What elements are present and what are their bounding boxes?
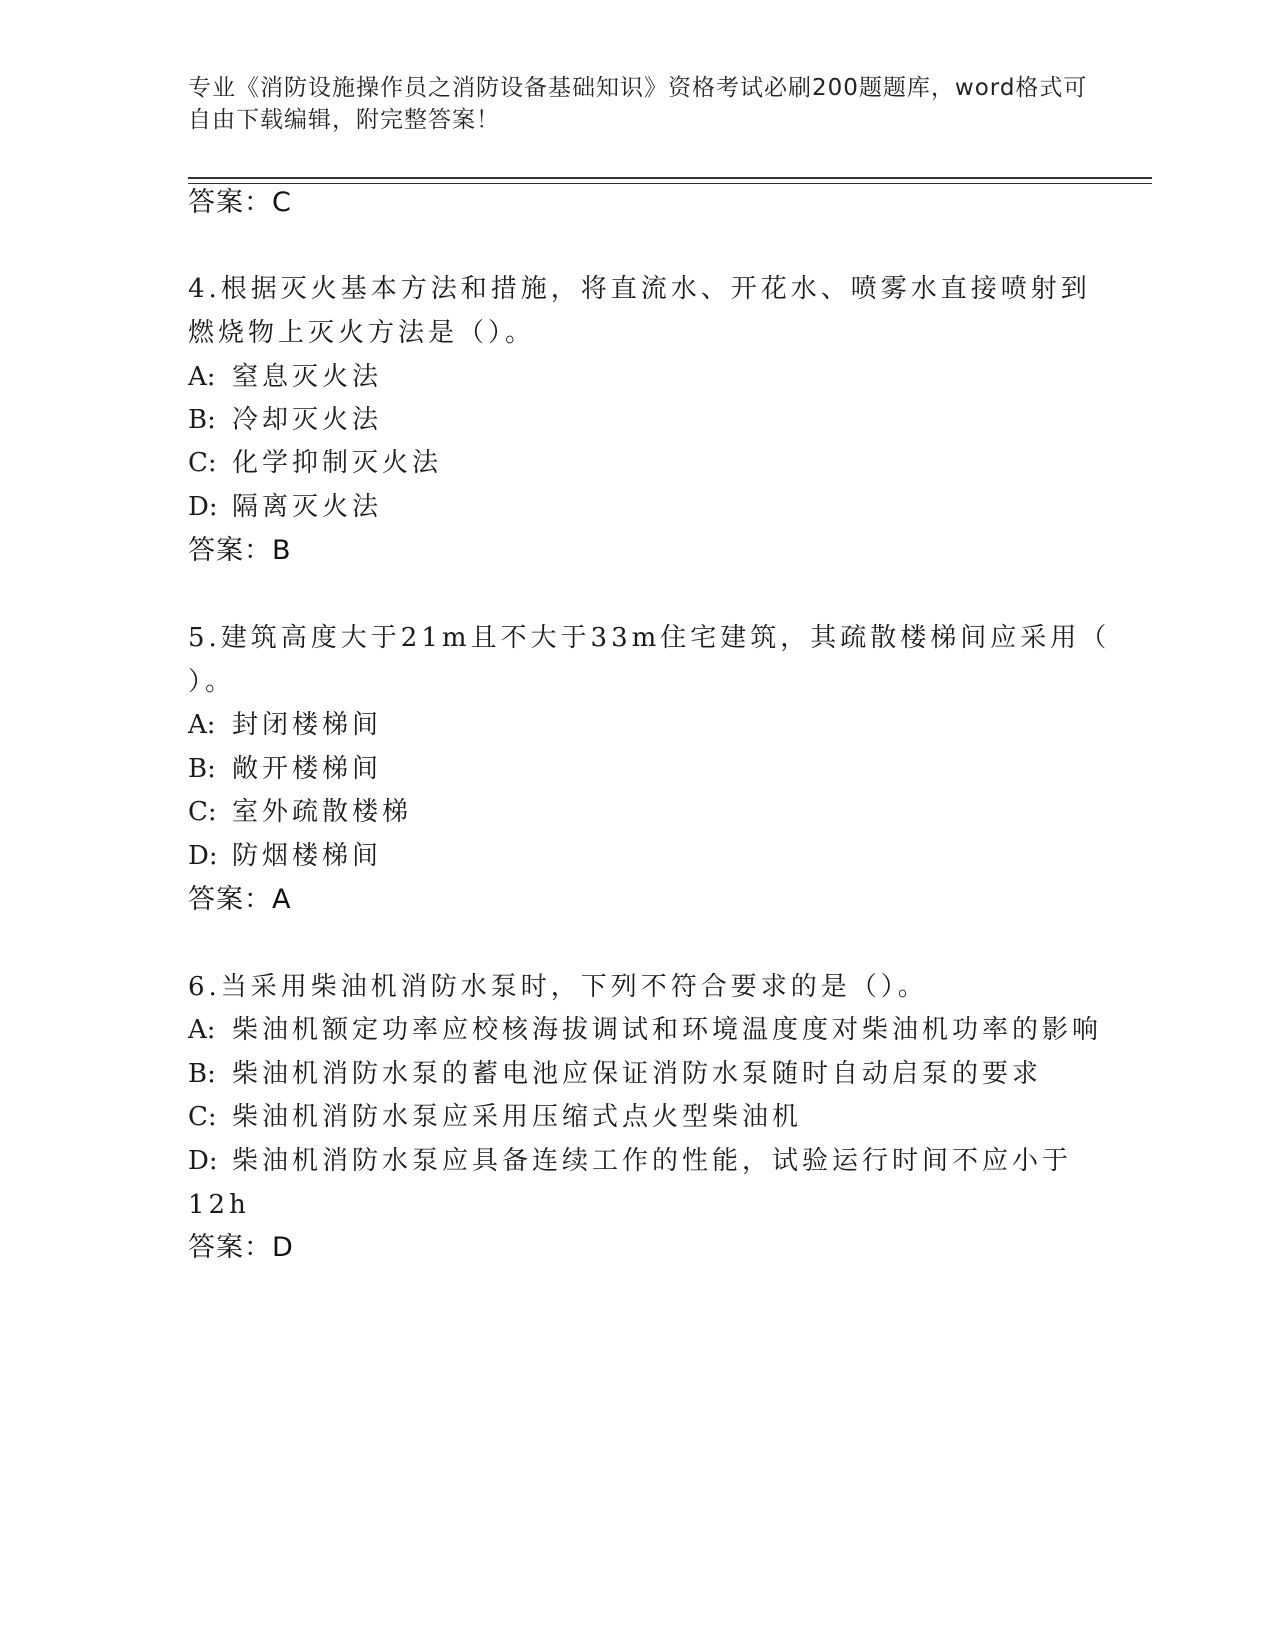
question-5-option-d xyxy=(188,839,382,873)
question-5-option-b xyxy=(188,752,382,786)
question-5-option-c xyxy=(188,795,412,829)
question-4-answer: 答案：B xyxy=(188,535,292,566)
question-5-stem-line-2: ）。 xyxy=(188,667,236,697)
option-text: 防烟楼梯间 xyxy=(232,841,383,871)
question-5-option-a xyxy=(188,708,382,742)
answer-previous: 答案：C xyxy=(188,187,292,218)
question-5-stem-line-1: 5.建筑高度大于21m且不大于33m住宅建筑，其疏散楼梯间应采用（ xyxy=(188,623,1111,653)
question-6-option-b xyxy=(188,1057,1042,1091)
option-key: C: xyxy=(188,1102,217,1132)
option-key: B: xyxy=(188,754,216,784)
option-key: D: xyxy=(188,492,218,522)
option-text: 敞开楼梯间 xyxy=(232,754,383,784)
option-text: 柴油机额定功率应校核海拔调试和环境温度度对柴油机功率的影响 xyxy=(232,1015,1103,1045)
option-key: C: xyxy=(188,448,217,478)
question-4-option-c xyxy=(188,446,442,480)
document-header: 专业《消防设施操作员之消防设备基础知识》资格考试必刷200题题库，word格式可自由下载编辑，附完整答案！ xyxy=(188,75,1088,133)
question-6-option-c xyxy=(188,1100,802,1134)
question-5-answer: 答案：A xyxy=(188,884,292,915)
question-6-option-d xyxy=(188,1144,1072,1178)
option-key: A: xyxy=(188,710,216,740)
question-4-stem-line-1: 4.根据灭火基本方法和措施，将直流水、开花水、喷雾水直接喷射到 xyxy=(188,274,1091,304)
option-text: 柴油机消防水泵应具备连续工作的性能，试验运行时间不应小于 xyxy=(232,1146,1073,1176)
header-divider-thin xyxy=(188,183,1152,184)
question-4-option-d xyxy=(188,490,382,524)
option-key: C: xyxy=(188,797,217,827)
question-4-option-b xyxy=(188,403,382,437)
question-4-stem-line-2: 燃烧物上灭火方法是（）。 xyxy=(188,318,536,348)
option-text: 隔离灭火法 xyxy=(232,492,383,522)
option-text: 窒息灭火法 xyxy=(232,362,383,392)
option-key: D: xyxy=(188,1146,218,1176)
question-6-option-a xyxy=(188,1013,1102,1047)
option-text: 化学抑制灭火法 xyxy=(232,448,443,478)
option-key: A: xyxy=(188,362,216,392)
option-text: 封闭楼梯间 xyxy=(232,710,383,740)
header-divider xyxy=(188,177,1152,179)
option-text: 柴油机消防水泵应采用压缩式点火型柴油机 xyxy=(232,1102,803,1132)
option-key: A: xyxy=(188,1015,216,1045)
option-key: B: xyxy=(188,1059,216,1089)
question-6-answer: 答案：D xyxy=(188,1232,294,1263)
option-text: 室外疏散楼梯 xyxy=(232,797,413,827)
question-4-option-a xyxy=(188,360,382,394)
question-6-stem: 6.当采用柴油机消防水泵时，下列不符合要求的是（）。 xyxy=(188,972,928,1002)
option-text: 柴油机消防水泵的蓄电池应保证消防水泵随时自动启泵的要求 xyxy=(232,1059,1043,1089)
option-text: 冷却灭火法 xyxy=(232,405,383,435)
question-6-option-d-continuation: 12h xyxy=(188,1190,250,1220)
option-key: B: xyxy=(188,405,216,435)
option-key: D: xyxy=(188,841,218,871)
